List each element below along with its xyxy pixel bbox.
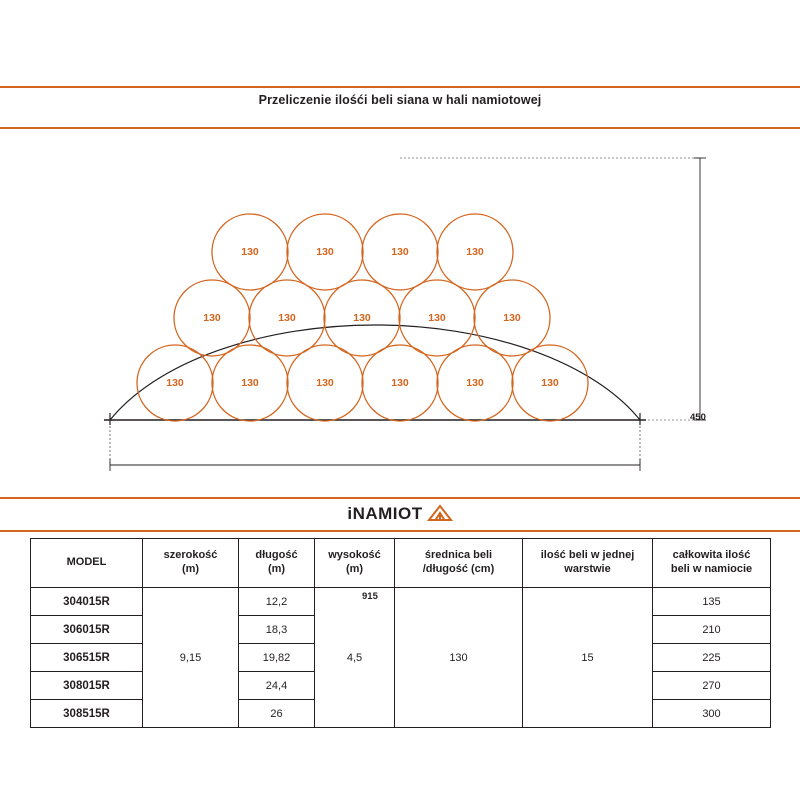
- cell-total: 135: [653, 588, 771, 616]
- bale-label: 130: [428, 312, 446, 324]
- table-row: [31, 588, 771, 616]
- cell-model: 306015R: [31, 616, 143, 644]
- page-title: Przeliczenie ilośći beli siana w hali namiotowej: [258, 93, 542, 107]
- brand-name: iNAMIOT: [347, 504, 423, 523]
- bale-label: 130: [203, 312, 221, 324]
- col-header-length: [239, 539, 315, 588]
- brand-rule-bottom: [0, 530, 800, 532]
- cell-total: 210: [653, 616, 771, 644]
- bale-row-top: [212, 214, 513, 290]
- cell-per-layer-merged: 15: [523, 588, 653, 728]
- cell-height-merged: 4,5: [315, 588, 395, 728]
- bale-label: 130: [353, 312, 371, 324]
- bale-label: 130: [391, 377, 409, 389]
- bale-label: 130: [466, 377, 484, 389]
- col-header-width-l2: (m): [181, 563, 200, 575]
- cell-model: 304015R: [31, 588, 143, 616]
- height-dimension-label: 450: [690, 412, 706, 423]
- cell-width-merged: 9,15: [143, 588, 239, 728]
- bale-label: 130: [166, 377, 184, 389]
- specs-table-wrap: [30, 538, 770, 728]
- width-dimension-label: 915: [362, 591, 378, 602]
- bale-label: 130: [241, 377, 259, 389]
- col-header-height: [315, 539, 395, 588]
- bale-row-middle: [174, 280, 550, 356]
- cell-length: 19,82: [239, 644, 315, 672]
- cell-model: 308015R: [31, 672, 143, 700]
- col-header-per-layer-l1: ilość beli w jednej: [540, 549, 635, 562]
- diagram-svg: [0, 130, 800, 490]
- cell-total: 225: [653, 644, 771, 672]
- col-header-height-l1: wysokość: [328, 549, 381, 562]
- bale-label: 130: [278, 312, 296, 324]
- cell-diameter-merged: 130: [395, 588, 523, 728]
- bale-label: 130: [541, 377, 559, 389]
- cell-total: 270: [653, 672, 771, 700]
- cell-model: 308515R: [31, 700, 143, 728]
- tent-outline: [110, 325, 640, 420]
- specs-table: [30, 538, 771, 728]
- brand-rule-top: [0, 497, 800, 499]
- bale-label: 130: [503, 312, 521, 324]
- col-header-model: [31, 539, 143, 588]
- bale-label: 130: [316, 246, 334, 258]
- col-header-per-layer: [523, 539, 653, 588]
- bale-label: 130: [391, 246, 409, 258]
- col-header-width: [143, 539, 239, 588]
- cell-length: 26: [239, 700, 315, 728]
- cell-total: 300: [653, 700, 771, 728]
- col-header-total: [653, 539, 771, 588]
- col-header-height-l2: (m): [345, 563, 364, 575]
- table-header: [31, 539, 771, 588]
- header-rule-top: [0, 86, 800, 88]
- col-header-total-l2: beli w namiocie: [670, 563, 753, 575]
- cell-length: 24,4: [239, 672, 315, 700]
- cell-model: 306515R: [31, 644, 143, 672]
- header-rule-bottom: [0, 127, 800, 129]
- bale-label: 130: [316, 377, 334, 389]
- tent-icon: [427, 504, 453, 527]
- col-header-diameter-l2: /długość (cm): [422, 563, 495, 575]
- col-header-diameter-l1: średnica beli: [424, 549, 493, 562]
- col-header-total-l1: całkowita ilość: [672, 549, 751, 562]
- bale-label: 130: [241, 246, 259, 258]
- col-header-length-l1: długość: [255, 549, 298, 562]
- cell-length: 18,3: [239, 616, 315, 644]
- bale-label: 130: [466, 246, 484, 258]
- brand-logo: [0, 504, 800, 527]
- table-header-row: [31, 539, 771, 588]
- table-body: [31, 588, 771, 728]
- cell-length: 12,2: [239, 588, 315, 616]
- col-header-per-layer-l2: warstwie: [564, 563, 611, 575]
- col-header-width-l1: szerokość: [163, 549, 218, 562]
- col-header-diameter: [395, 539, 523, 588]
- col-header-length-l2: (m): [267, 563, 286, 575]
- col-header-model-text: MODEL: [66, 556, 107, 569]
